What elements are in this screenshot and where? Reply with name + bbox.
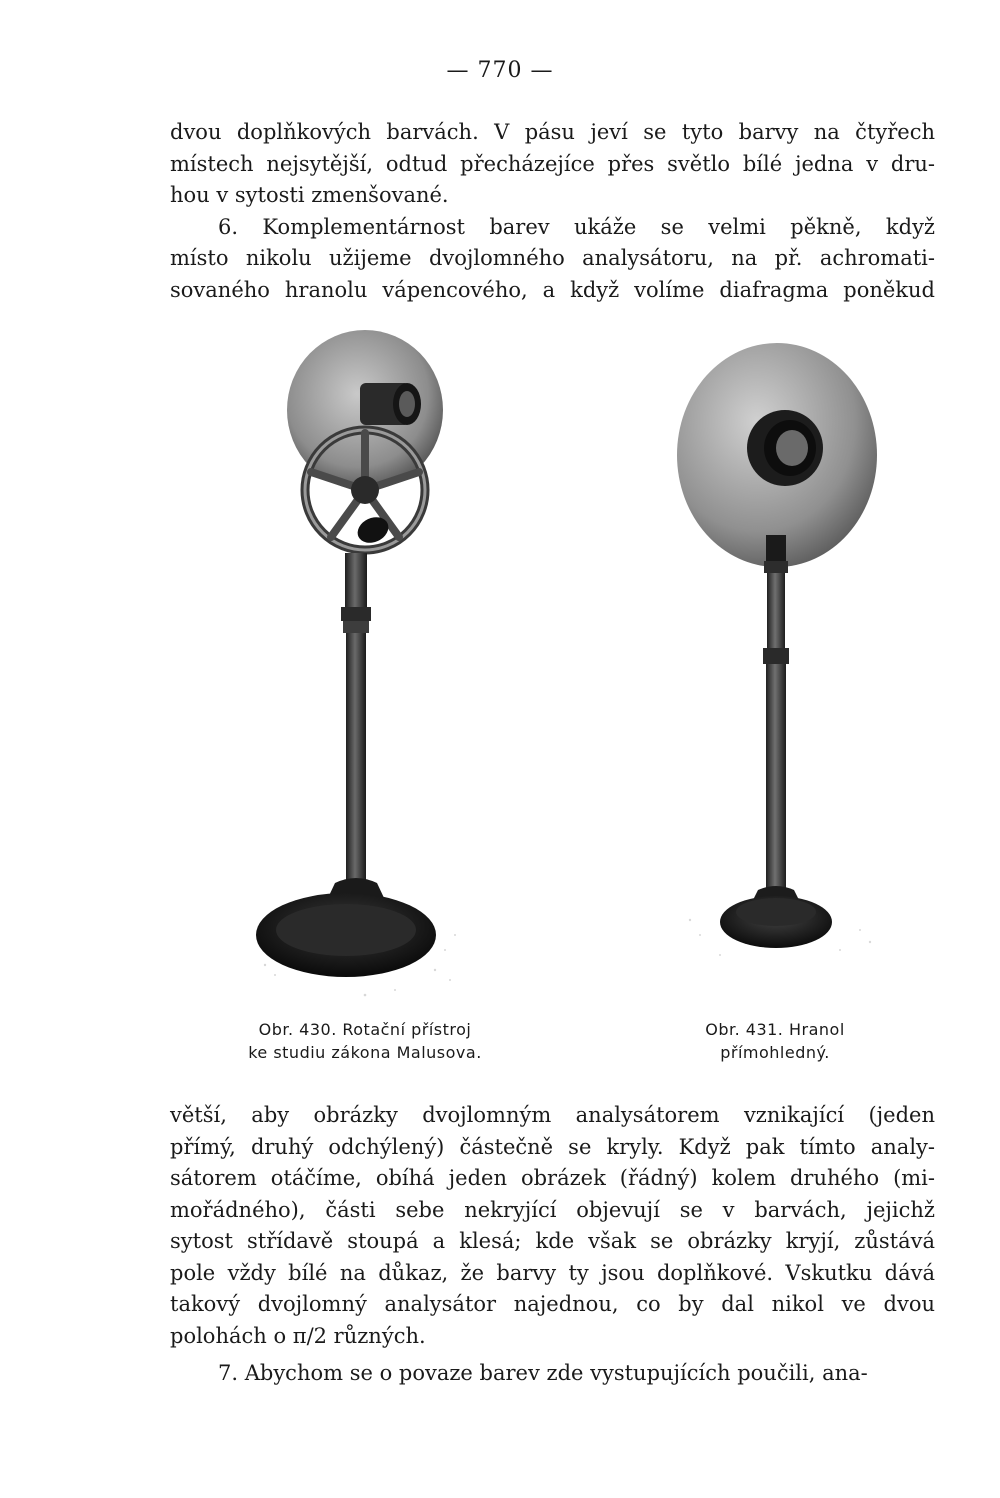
text-line: hou v sytosti zmenšované. bbox=[170, 183, 449, 207]
text-line: větší, aby obrázky dvojlomným analysátorem vznikající (jeden bbox=[170, 1103, 935, 1127]
paragraph-1 bbox=[170, 117, 935, 306]
text-line: dvou doplňkových barvách. V pásu jeví se tyto barvy na čtyřech bbox=[170, 120, 935, 144]
text-line: polohách o π/2 různých. bbox=[170, 1323, 426, 1348]
text-line: sytost střídavě stoupá a klesá; kde však se obrázky kryjí, zůstává bbox=[170, 1229, 935, 1253]
text-line: sovaného hranolu vápencového, a když volíme diafragma poněkud bbox=[170, 277, 935, 302]
text-line: sátorem otáčíme, obíhá jeden obrázek (řádný) kolem druhého (mi- bbox=[170, 1166, 935, 1190]
text-line: místech nejsytější, odtud přecházejíce přes světlo bílé jedna v dru- bbox=[170, 151, 935, 176]
page-number: — 770 — bbox=[446, 58, 554, 83]
caption-line: Obr. 430. Rotační přístroj bbox=[258, 1020, 472, 1039]
figure-430-caption bbox=[195, 1018, 535, 1064]
figure-431-prism-image bbox=[660, 330, 900, 1010]
caption-line: ke studiu zákona Malusova. bbox=[248, 1043, 482, 1062]
text-line: pole vždy bílé na důkaz, že barvy ty jsou doplňkové. Vskutku dává bbox=[170, 1260, 935, 1285]
text-line: místo nikolu užijeme dvojlomného analysátoru, na př. achromati- bbox=[170, 246, 935, 270]
text-line: přímý, druhý odchýlený) částečně se kryly. Když pak tímto analy- bbox=[170, 1134, 935, 1159]
caption-line: Obr. 431. Hranol bbox=[705, 1020, 845, 1039]
paragraph-2 bbox=[170, 1100, 935, 1352]
text-line: 6. Komplementárnost barev ukáže se velmi pěkně, když bbox=[218, 214, 935, 239]
figure-430-rotation-apparatus-image bbox=[215, 325, 485, 1015]
caption-line: přímohledný. bbox=[720, 1043, 830, 1062]
paragraph-3 bbox=[170, 1358, 935, 1390]
text-line: mořádného), části sebe nekryjící objevují se v barvách, jejichž bbox=[170, 1197, 935, 1222]
text-line: 7. Abychom se o povaze barev zde vystupujících poučili, ana- bbox=[218, 1361, 868, 1385]
text-line: takový dvojlomný analysátor najednou, co by dal nikol ve dvou bbox=[170, 1292, 935, 1316]
figure-431-caption bbox=[660, 1018, 890, 1064]
